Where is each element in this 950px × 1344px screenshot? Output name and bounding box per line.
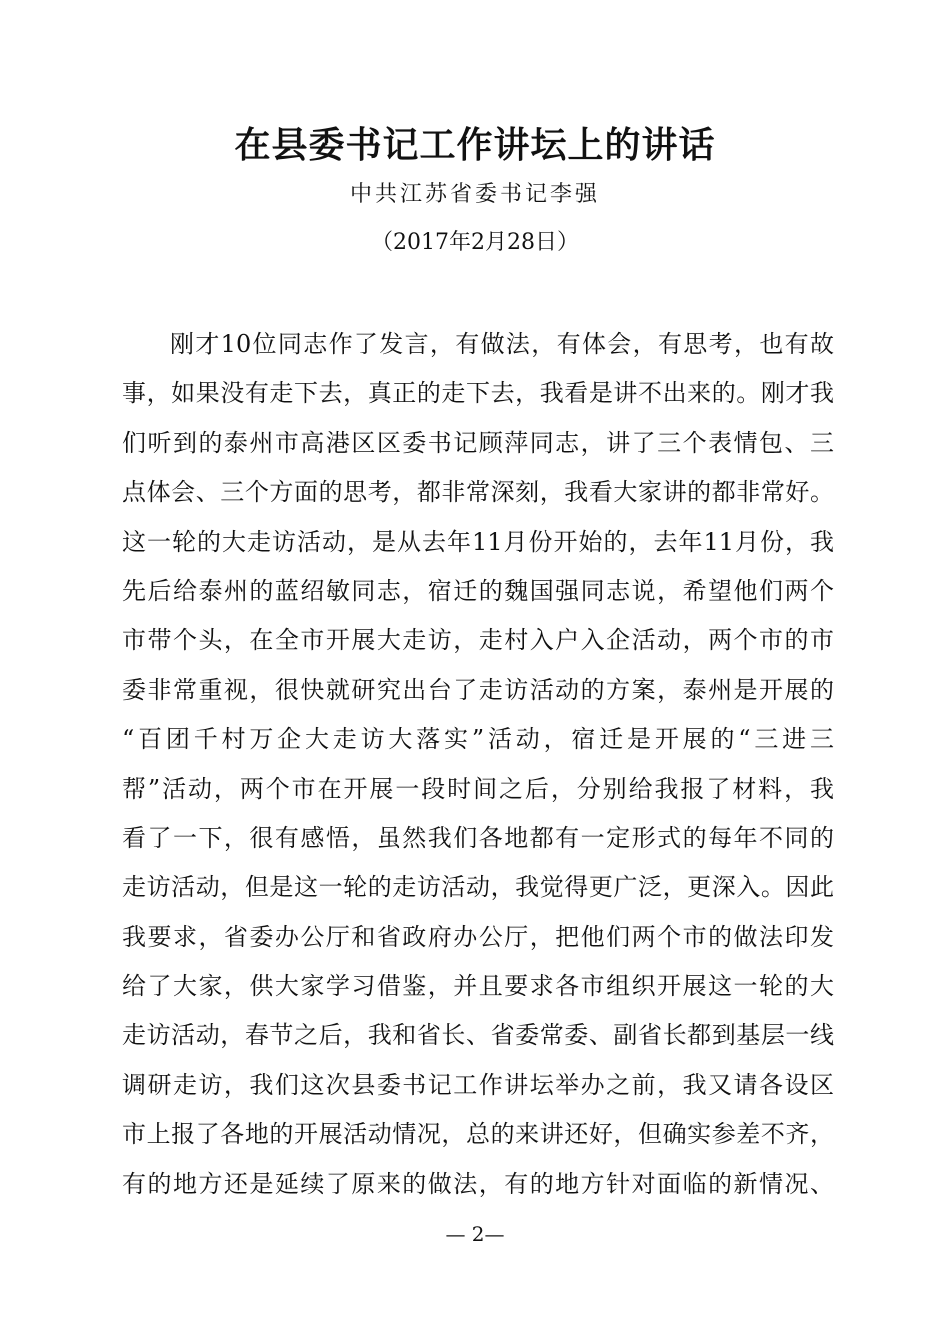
document-date: （2017年2月28日） (371, 230, 579, 255)
body-line: 给了大家，供大家学习借鉴，并且要求各市组织开展这一轮的大 (122, 972, 834, 1001)
body-line: 看了一下，很有感悟，虽然我们各地都有一定形式的每年不同的 (122, 823, 834, 852)
document-body (122, 320, 834, 1209)
body-line: 市上报了各地的开展活动情况，总的来讲还好，但确实参差不齐， (122, 1120, 834, 1149)
body-line: 事，如果没有走下去，真正的走下去，我看是讲不出来的。刚才我 (122, 379, 834, 408)
body-line: 有的地方还是延续了原来的做法，有的地方针对面临的新情况、 (122, 1169, 834, 1198)
body-line: 市带个头，在全市开展大走访，走村入户入企活动，两个市的市 (122, 626, 834, 655)
document-author: 中共江苏省委书记李强 (349, 182, 600, 207)
body-line: 帮”活动，两个市在开展一段时间之后，分别给我报了材料，我 (122, 774, 834, 803)
body-line: 点体会、三个方面的思考，都非常深刻，我看大家讲的都非常好。 (122, 478, 834, 507)
body-line: 走访活动，春节之后，我和省长、省委常委、副省长都到基层一线 (122, 1021, 834, 1050)
body-line: 调研走访，我们这次县委书记工作讲坛举办之前，我又请各设区 (122, 1070, 834, 1099)
body-line: 先后给泰州的蓝绍敏同志，宿迁的魏国强同志说，希望他们两个 (122, 576, 834, 605)
body-line: 我要求，省委办公厅和省政府办公厅，把他们两个市的做法印发 (122, 922, 834, 951)
body-line: 这一轮的大走访活动，是从去年11月份开始的，去年11月份，我 (122, 527, 834, 556)
body-line: 委非常重视，很快就研究出台了走访活动的方案，泰州是开展的 (122, 675, 834, 704)
body-line: 刚才10位同志作了发言，有做法，有体会，有思考，也有故 (170, 330, 834, 358)
body-line: 走访活动，但是这一轮的走访活动，我觉得更广泛，更深入。因此 (122, 873, 834, 902)
page-number: — 2— (445, 1222, 505, 1246)
body-line: 们听到的泰州市高港区区委书记顾萍同志，讲了三个表情包、三 (122, 428, 834, 457)
body-line: “百团千村万企大走访大落实”活动，宿迁是开展的“三进三 (122, 725, 834, 754)
document-title: 在县委书记工作讲坛上的讲话 (234, 124, 716, 166)
